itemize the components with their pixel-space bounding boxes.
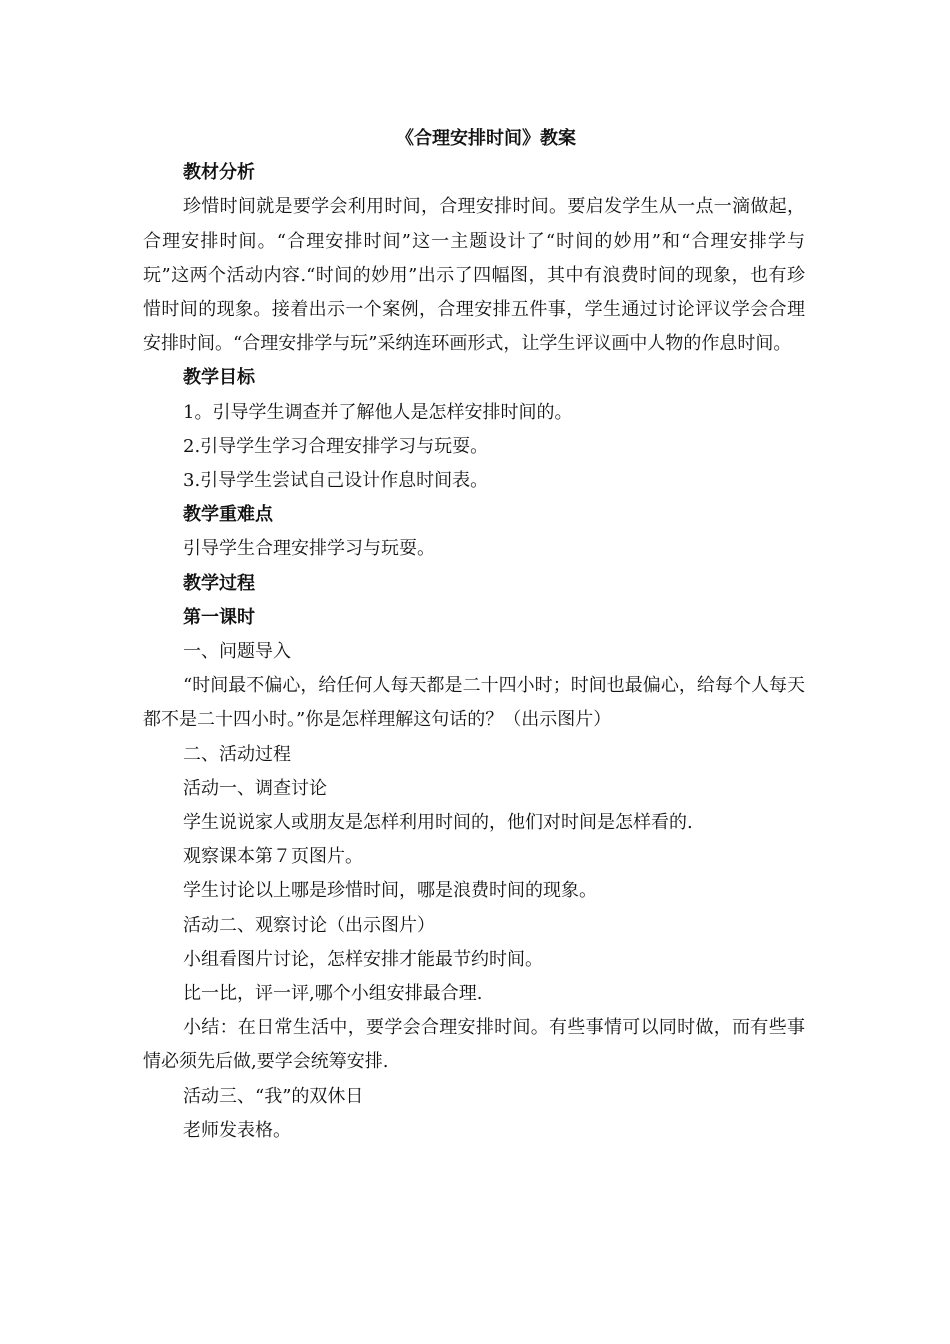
- paragraph-intro-quote: “时间最不偏心，给任何人每天都是二十四小时；时间也最偏心，给每个人每天都不是二十四小时。”你是怎样理解这句话的？（出示图片）: [143, 675, 805, 731]
- activity-three-text-1: 老师发表格。: [183, 1119, 291, 1141]
- goal-item-1: 1。引导学生调查并了解他人是怎样安排时间的。: [183, 401, 573, 423]
- document-body: [143, 122, 805, 1148]
- activity-two-text-2: 比一比，评一评,哪个小组安排最合理.: [183, 983, 483, 1005]
- activity-two-text-1: 小组看图片讨论，怎样安排才能最节约时间。: [183, 948, 543, 970]
- paragraph-key-points: 引导学生合理安排学习与玩耍。: [183, 538, 435, 560]
- step-intro-label: 一、问题导入: [183, 641, 291, 663]
- activity-one-label: 活动一、调查讨论: [183, 777, 327, 799]
- heading-lesson-one: 第一课时: [183, 606, 255, 628]
- activity-one-text-1: 学生说说家人或朋友是怎样利用时间的，他们对时间是怎样看的.: [183, 812, 693, 834]
- goal-item-3: 3.引导学生尝试自己设计作息时间表。: [183, 470, 489, 492]
- heading-key-points: 教学重难点: [183, 504, 273, 526]
- activity-one-text-2: 观察课本第７页图片。: [183, 846, 363, 868]
- step-activity-label: 二、活动过程: [183, 743, 291, 765]
- activity-two-label: 活动二、观察讨论（出示图片）: [183, 914, 435, 936]
- activity-two-summary: 小结：在日常生活中，要学会合理安排时间。有些事情可以同时做，而有些事情必须先后做,要学会统筹安排.: [143, 1017, 805, 1073]
- activity-three-label: 活动三、“我”的双休日: [183, 1085, 364, 1107]
- activity-one-text-3: 学生讨论以上哪是珍惜时间，哪是浪费时间的现象。: [183, 880, 597, 902]
- document-title: 《合理安排时间》教案: [396, 128, 576, 149]
- goal-item-2: 2.引导学生学习合理安排学习与玩耍。: [183, 435, 489, 457]
- heading-goals: 教学目标: [183, 367, 255, 389]
- paragraph-analysis: 珍惜时间就是要学会利用时间，合理安排时间。要启发学生从一点一滴做起，合理安排时间。“合理安排时间”这一主题设计了“时间的妙用”和“合理安排学与玩”这两个活动内容.“时间的妙用”出示了四幅图，其中有浪费时间的现象，也有珍惜时间的现象。接着出示一个案例，合理安排五件事，学生通过讨论评议学会合理安排时间。“合理安排学与玩”采纳连环画形式，让学生评议画中人物的作息时间。: [143, 196, 805, 355]
- heading-process: 教学过程: [183, 572, 255, 594]
- heading-analysis: 教材分析: [183, 162, 255, 184]
